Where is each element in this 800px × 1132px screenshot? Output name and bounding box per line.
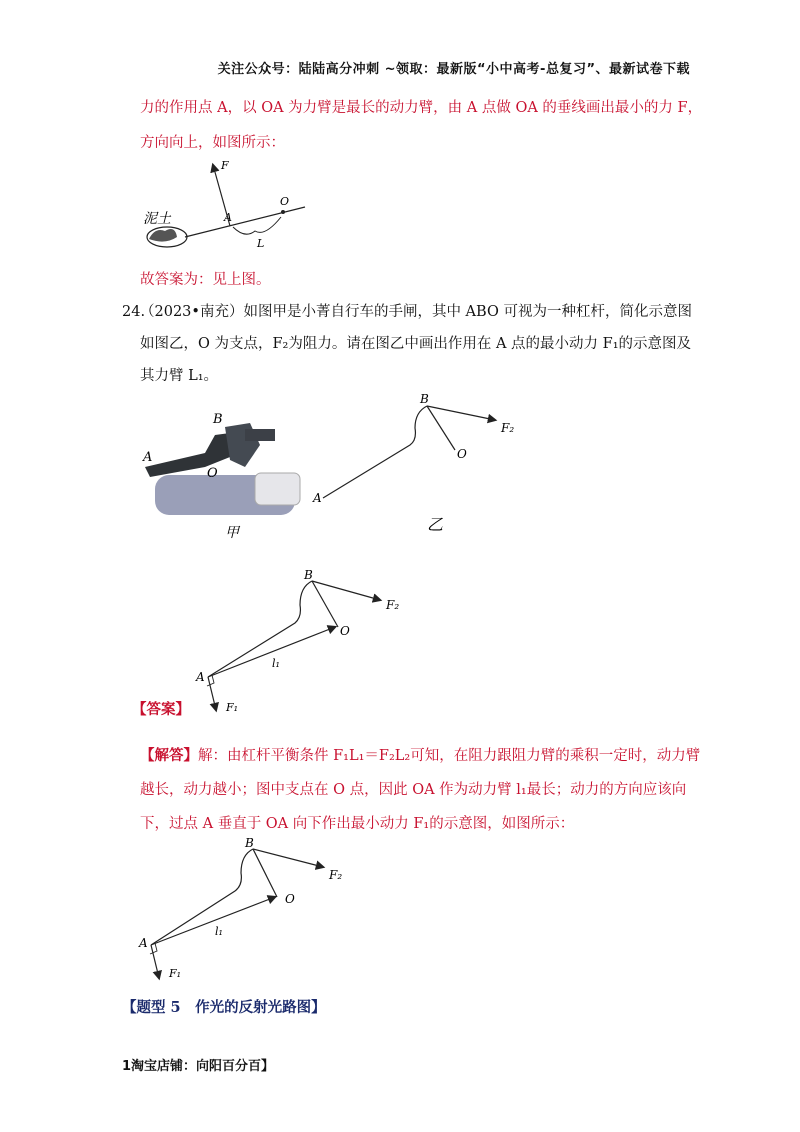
force-F2-arrow	[427, 406, 495, 420]
sol-F2-label: F₂	[329, 868, 343, 882]
solution-line-3: 下，过点 A 垂直于 OA 向下作出最小动力 F₁的示意图，如图所示：	[140, 816, 575, 832]
previous-answer: 故答案为：见上图。	[140, 272, 271, 288]
ans-F2-label: F₂	[386, 598, 400, 612]
sol-A-label: A	[139, 936, 148, 950]
ans-l1-label: l₁	[272, 657, 280, 670]
sol-l1-arm	[151, 897, 275, 945]
lever-bar	[185, 207, 305, 237]
solution-text-1: 解：由杠杆平衡条件 F₁L₁＝F₂L₂可知，在阻力跟阻力臂的乘积一定时，动力臂	[198, 748, 701, 764]
ans-lever-BO	[312, 581, 338, 627]
figure-lever-simplified	[305, 390, 535, 540]
sol-l1-label: l₁	[215, 925, 223, 938]
question-line-1: （2023•南充）如图甲是小菁自行车的手闸，其中 ABO 可视为一种杠杆，简化示意图	[140, 304, 692, 320]
sol-F1-arrow	[151, 945, 159, 978]
ans-lever-AB	[208, 581, 312, 677]
ans-A-label: A	[196, 670, 205, 684]
pivot-O	[281, 210, 285, 214]
sol-O-label: O	[285, 892, 295, 906]
L-label: L	[257, 237, 265, 250]
intro-line-2: 方向向上，如图所示：	[140, 135, 285, 151]
caption-yi: 乙	[427, 515, 444, 534]
F-label: F	[221, 159, 229, 172]
mud-label: 泥土	[143, 211, 171, 227]
sol-F2-arrow	[253, 849, 323, 867]
photo-B-label: B	[213, 412, 223, 427]
sol-F1-label: F₁	[169, 967, 182, 980]
ans-F1-arrow	[208, 677, 216, 710]
ans-F1-label: F₁	[226, 701, 239, 714]
handlebar-end	[255, 473, 300, 505]
lever-arm-BO	[427, 406, 455, 450]
figure-mud-lever	[135, 155, 315, 260]
intro-line-1: 力的作用点 A，以 OA 为力臂是最长的动力臂，由 A 点做 OA 的垂线画出最小的力 F，	[140, 100, 703, 116]
solution-line-2: 越长，动力越小；图中支点在 O 点，因此 OA 作为动力臂 l₁最长；动力的方向应该向	[140, 782, 687, 798]
page-footer: 1淘宝店铺：向阳百分百】	[122, 1059, 275, 1074]
figure-brake-photo	[135, 405, 305, 545]
yi-A-label: A	[313, 491, 322, 505]
ans-F2-arrow	[312, 581, 380, 600]
photo-A-label: A	[143, 450, 153, 465]
question-line-2: 如图乙，O 为支点，F₂为阻力。请在图乙中画出作用在 A 点的最小动力 F₁的示意图及	[140, 336, 692, 352]
section-heading: 【题型 5 作光的反射光路图】	[122, 999, 326, 1016]
sol-lever-BO	[253, 849, 277, 897]
cable-clamp	[245, 429, 275, 441]
sol-lever-AB	[151, 849, 253, 945]
ans-B-label: B	[304, 568, 313, 582]
yi-B-label: B	[420, 392, 429, 406]
lever-arm-AB	[323, 406, 427, 498]
brake-lever	[145, 433, 235, 477]
sol-B-label: B	[245, 836, 254, 850]
figure-solution	[135, 835, 365, 985]
O-label: O	[280, 195, 290, 208]
photo-O-label: O	[207, 466, 218, 481]
yi-O-label: O	[457, 447, 467, 461]
question-number: 24.	[122, 304, 146, 320]
figure-answer	[190, 565, 420, 720]
A-label: A	[224, 211, 232, 224]
yi-F2-label: F₂	[501, 421, 515, 435]
answer-tag: 【答案】	[132, 701, 190, 718]
question-line-3: 其力臂 L₁。	[140, 368, 219, 384]
mud-shape	[149, 229, 177, 242]
solution-line-1	[140, 746, 700, 766]
ans-O-label: O	[340, 624, 350, 638]
page-header: 关注公众号：陆陆高分冲刺 ~领取：最新版“小中高考-总复习”、最新试卷下载	[217, 62, 690, 77]
caption-jia: 甲	[225, 525, 239, 541]
solution-tag: 【解答】	[140, 747, 198, 764]
